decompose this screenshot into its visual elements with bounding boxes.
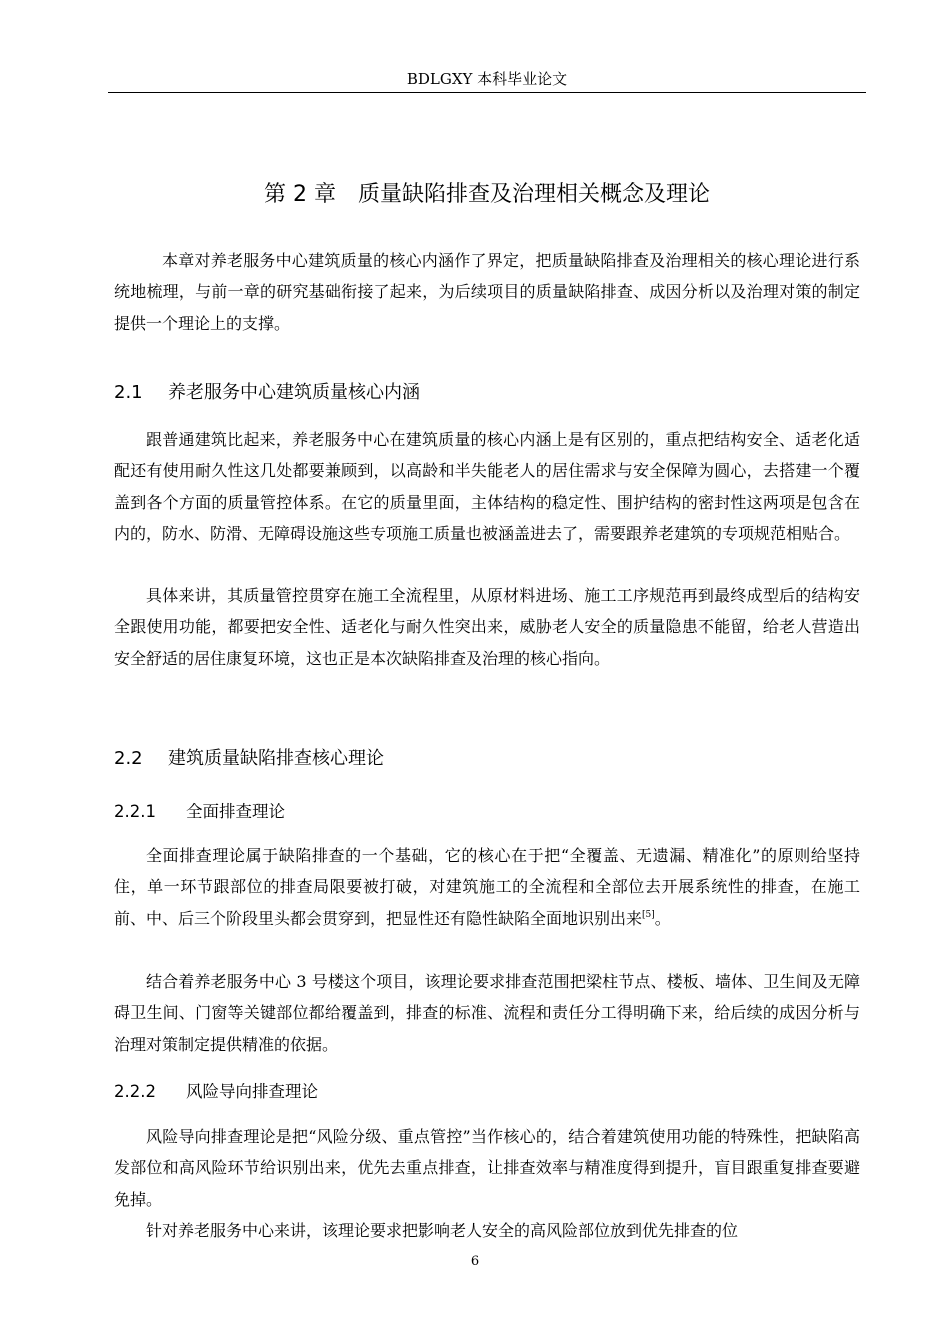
chapter-title-text: 质量缺陷排查及治理相关概念及理论 [357,182,710,207]
running-header: BDLGXY 本科毕业论文 [406,70,568,88]
section-heading-2-1 [114,380,420,406]
section-heading-2-2 [114,746,384,772]
paragraph-2-1-b: 具体来讲，其质量管控贯穿在施工全流程里，从原材料进场、施工工序规范再到最终成型后的结构安全跟使用功能，都要把安全性、适老化与耐久性突出来，威胁老人安全的质量隐患不能留，给老人营造出安全舒适的居住康复环境，这也正是本次缺陷排查及治理的核心指向。 [114,586,860,668]
subsection-number: 2.2.1 [114,802,156,821]
paragraph-2-2-1-a [114,840,860,934]
citation-marker: [5] [642,909,655,920]
header-rule [108,92,866,93]
paragraph-2-2-2-a: 风险导向排查理论是把“风险分级、重点管控”当作核心的，结合着建筑使用功能的特殊性，把缺陷高发部位和高风险环节给识别出来，优先去重点排查，让排查效率与精准度得到提升，盲目跟重复排查要避免掉。 [114,1127,860,1209]
subsection-heading-2-2-1 [114,800,285,824]
paragraph-text: 全面排查理论属于缺陷排查的一个基础，它的核心在于把“全覆盖、无遗漏、精准化”的原则给坚持住，单一环节跟部位的排查局限要被打破，对建筑施工的全流程和全部位去开展系统性的排查，在施工前、中、后三个阶段里头都会贯穿到，把显性还有隐性缺陷全面地识别出来 [114,846,860,928]
section-title: 养老服务中心建筑质量核心内涵 [168,382,420,403]
paragraph-2-1-a: 跟普通建筑比起来，养老服务中心在建筑质量的核心内涵上是有区别的，重点把结构安全、适老化适配还有使用耐久性这几处都要兼顾到，以高龄和半失能老人的居住需求与安全保障为圆心，去搭建一个覆盖到各个方面的质量管控体系。在它的质量里面，主体结构的稳定性、围护结构的密封性这两项是包含在内的，防水、防滑、无障碍设施这些专项施工质量也被涵盖进去了，需要跟养老建筑的专项规范相贴合。 [114,430,860,543]
section-number: 2.2 [114,748,143,769]
section-number: 2.1 [114,382,143,403]
chapter-title [108,180,866,210]
page-number: 6 [470,1254,480,1269]
subsection-number: 2.2.2 [114,1082,156,1101]
subsection-heading-2-2-2 [114,1080,318,1104]
subsection-title: 风险导向排查理论 [186,1082,318,1101]
chapter-number: 第 2 章 [264,182,336,207]
paragraph-2-2-1-b: 结合着养老服务中心 3 号楼这个项目，该理论要求排查范围把梁柱节点、楼板、墙体、卫生间及无障碍卫生间、门窗等关键部位都给覆盖到，排查的标准、流程和责任分工得明确下来，给后续的成因分析与治理对策制定提供精准的依据。 [114,972,860,1054]
chapter-intro-paragraph: 本章对养老服务中心建筑质量的核心内涵作了界定，把质量缺陷排查及治理相关的核心理论进行系统地梳理，与前一章的研究基础衔接了起来，为后续项目的质量缺陷排查、成因分析以及治理对策的制定提供一个理论上的支撑。 [114,251,860,333]
paragraph-end: 。 [654,908,671,928]
paragraph-2-2-2-b: 针对养老服务中心来讲，该理论要求把影响老人安全的高风险部位放到优先排查的位 [146,1221,739,1240]
section-title: 建筑质量缺陷排查核心理论 [168,748,384,769]
subsection-title: 全面排查理论 [186,802,285,821]
